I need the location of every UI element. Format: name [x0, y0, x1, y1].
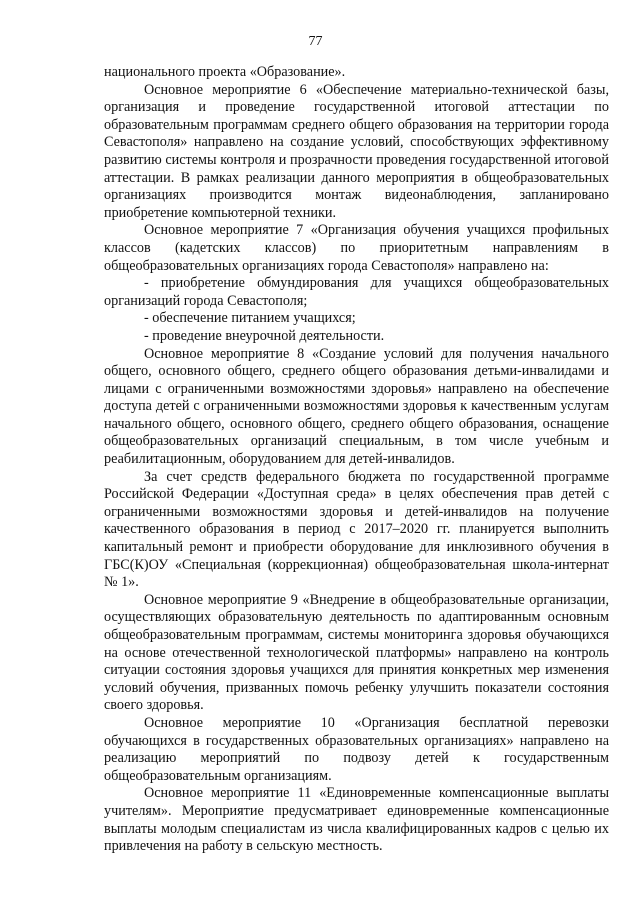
- list-item-meals: - обеспечение питанием учащихся;: [144, 310, 356, 327]
- paragraph-measure-10: Основное мероприятие 10 «Организация бесплатной перевозки обучающихся в государственных образовательных организациях» направлено на реализацию мероприятий по подвозу детей к государственным общеобразовательным организациям.: [104, 714, 609, 784]
- page-number: 77: [308, 34, 323, 49]
- paragraph-federal-budget: За счет средств федерального бюджета по государственной программе Российской Федерации «Доступная среда» в целях обеспечения прав детей с ограниченными возможностями здоровья и детей-инвалидов на получение качественного образования в период с 2017–2020 гг. планируется выполнить капитальный ремонт и приобрести оборудование для инклюзивного обучения в ГБС(К)ОУ «Специальная (коррекционная) общеобразовательная школа-интернат № 1».: [104, 468, 609, 591]
- document-body: [104, 64, 609, 856]
- paragraph-measure-6: Основное мероприятие 6 «Обеспечение материально-технической базы, организация и проведение государственной итоговой аттестации по образовательным программам среднего общего образования на территории города Севастополя» направлено на создание условий, способствующих эффективному развитию системы контроля и прозрачности проведения государственной итоговой аттестации. В рамках реализации данного мероприятия в общеобразовательных организациях производится монтаж видеонаблюдения, запланировано приобретение компьютерной техники.: [104, 81, 609, 221]
- paragraph-measure-7: Основное мероприятие 7 «Организация обучения учащихся профильных классов (кадетских классов) по приоритетным направлениям в общеобразовательных организациях города Севастополя» направлено на:: [104, 222, 609, 274]
- paragraph-measure-11: Основное мероприятие 11 «Единовременные компенсационные выплаты учителям». Мероприятие предусматривает единовременные компенсационные выплаты молодым специалистам из числа квалифицированных кадров с целью их привлечения на работу в сельскую местность.: [104, 785, 609, 855]
- paragraph-measure-8: Основное мероприятие 8 «Создание условий для получения начального общего, основного общего, среднего общего образования детьми-инвалидами и лицами с ограниченными возможностями здоровья» направлено на обеспечение доступа детей с ограниченными возможностями здоровья к качественным услугам начального общего, основного общего, среднего общего образования, оснащение общеобразовательных организаций специальным, в том числе учебным и реабилитационным, оборудованием для детей-инвалидов.: [104, 345, 609, 468]
- paragraph-measure-9: Основное мероприятие 9 «Внедрение в общеобразовательные организации, осуществляющих образовательную деятельность по адаптированным основным общеобразовательным программам, системы мониторинга здоровья обучающихся на основе отечественной технологической платформы» направлено на контроль ситуации состояния здоровья учащихся для принятия конкретных мер изменения условий обучения, призванных помочь ребенку улучшить показатели состояния своего здоровья.: [104, 591, 609, 714]
- paragraph-continuation: национального проекта «Образование».: [104, 64, 346, 80]
- list-item-uniform: - приобретение обмундирования для учащихся общеобразовательных организаций города Севастополя;: [104, 275, 609, 309]
- list-item-extracurricular: - проведение внеурочной деятельности.: [144, 327, 385, 344]
